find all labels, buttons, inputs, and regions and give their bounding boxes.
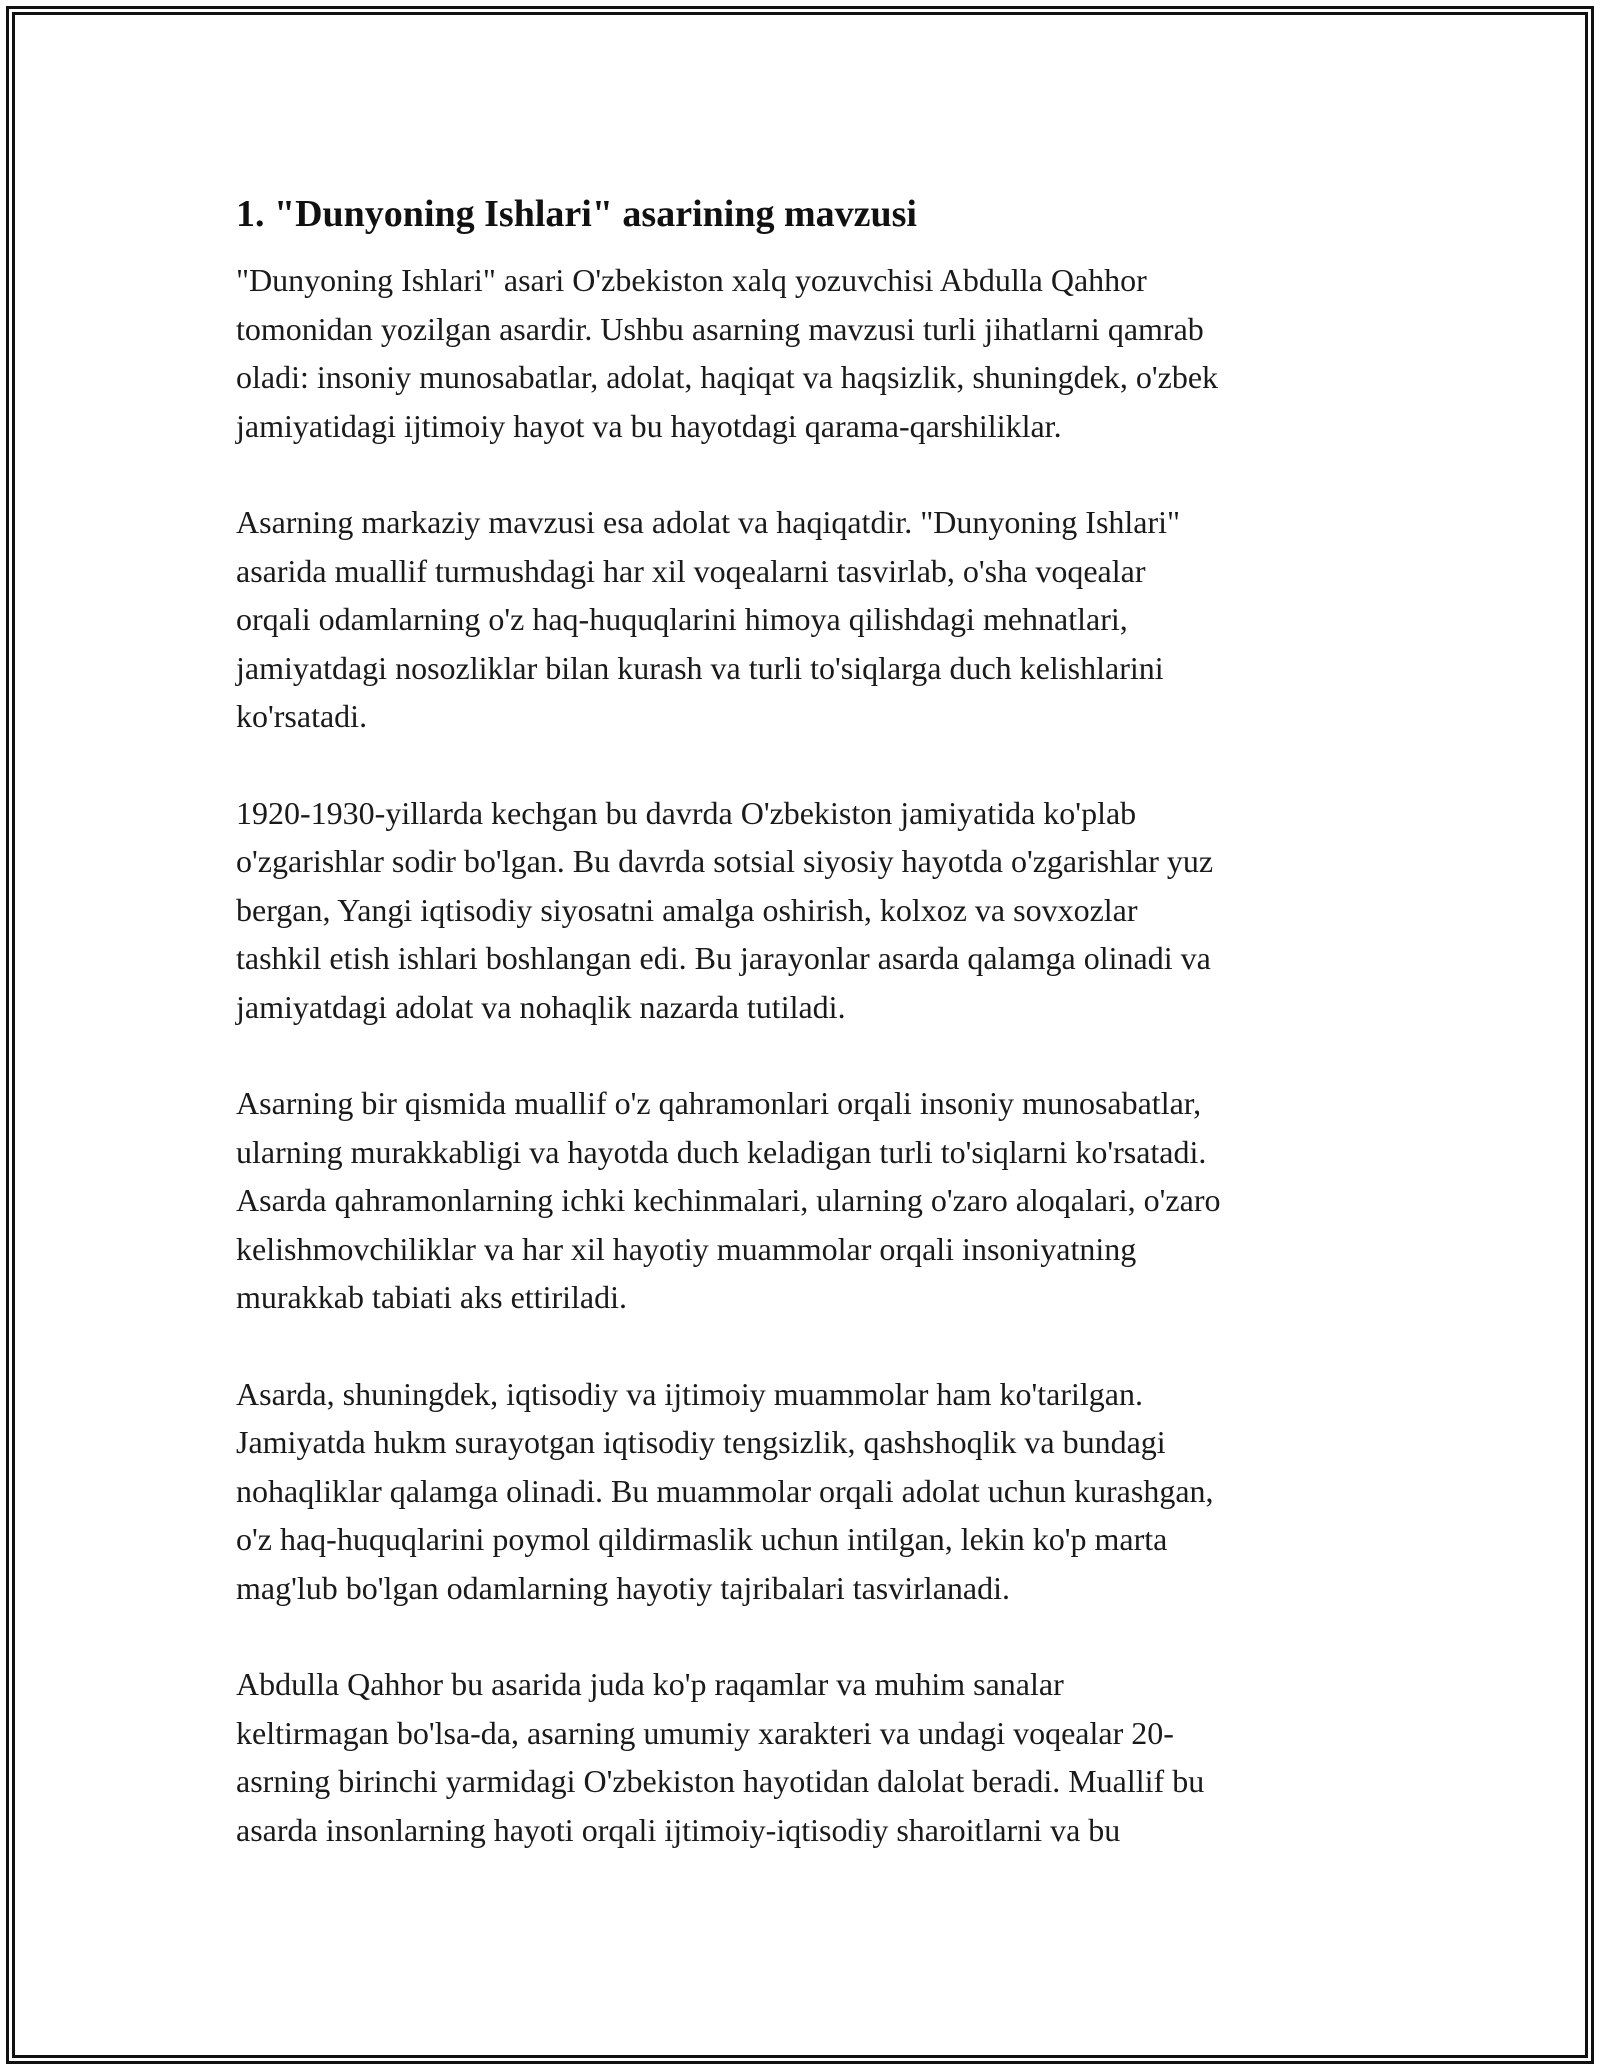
text-line: tashkil etish ishlari boshlangan edi. Bu jarayonlar asarda qalamga olinadi va (236, 940, 1211, 976)
text-line: jamiyatdagi adolat va nohaqlik nazarda tutiladi. (236, 988, 846, 1025)
paragraph-2 (236, 498, 1366, 741)
text-line: asarda insonlarning hayoti orqali ijtimoiy-iqtisodiy sharoitlarni va bu (236, 1811, 1121, 1848)
text-line: Asarning markaziy mavzusi esa adolat va haqiqatdir. "Dunyoning Ishlari" (236, 504, 1181, 540)
text-line: Jamiyatda hukm surayotgan iqtisodiy tengsizlik, qashshoqlik va bundagi (236, 1424, 1166, 1460)
text-line: asarida muallif turmushdagi har xil voqealarni tasvirlab, o'sha voqealar (236, 552, 1146, 589)
page-title: 1. "Dunyoning Ishlari" asarining mavzusi (236, 193, 917, 235)
text-line: o'z haq-huquqlarini poymol qildirmaslik uchun intilgan, lekin ko'p marta (236, 1521, 1168, 1557)
paragraph-5 (236, 1370, 1366, 1613)
text-line: asrning birinchi yarmidagi O'zbekiston hayotidan dalolat beradi. Muallif bu (236, 1763, 1205, 1799)
text-line: mag'lub bo'lgan odamlarning hayotiy tajribalari tasvirlanadi. (236, 1569, 1010, 1606)
text-line: murakkab tabiati aks ettiriladi. (236, 1279, 627, 1315)
text-line: "Dunyoning Ishlari" asari O'zbekiston xalq yozuvchisi Abdulla Qahhor (236, 262, 1147, 298)
text-line: ularning murakkabligi va hayotda duch keladigan turli to'siqlarni ko'rsatadi. (236, 1133, 1207, 1170)
text-line: Abdulla Qahhor bu asarida juda ko'p raqamlar va muhim sanalar (236, 1666, 1064, 1702)
text-line: orqali odamlarning o'z haq-huquqlarini himoya qilishdagi mehnatlari, (236, 601, 1128, 637)
paragraph-6 (236, 1660, 1366, 1854)
text-line: Asarning bir qismida muallif o'z qahramonlari orqali insoniy munosabatlar, (236, 1085, 1202, 1121)
text-line: tomonidan yozilgan asardir. Ushbu asarning mavzusi turli jihatlarni qamrab (236, 310, 1204, 347)
text-line: Asarda qahramonlarning ichki kechinmalari, ularning o'zaro aloqalari, o'zaro (236, 1182, 1221, 1218)
text-line: Asarda, shuningdek, iqtisodiy va ijtimoiy muammolar ham ko'tarilgan. (236, 1375, 1143, 1412)
text-line: 1920-1930-yillarda kechgan bu davrda O'zbekiston jamiyatida ko'plab (236, 794, 1137, 831)
paragraph-4 (236, 1079, 1366, 1322)
text-line: bergan, Yangi iqtisodiy siyosatni amalga oshirish, kolxoz va sovxozlar (236, 891, 1138, 928)
text-line: o'zgarishlar sodir bo'lgan. Bu davrda sotsial siyosiy hayotda o'zgarishlar yuz (236, 843, 1214, 879)
text-line: keltirmagan bo'lsa-da, asarning umumiy xarakteri va undagi voqealar 20- (236, 1714, 1174, 1751)
document-body (236, 186, 1366, 1902)
paragraph-3 (236, 789, 1366, 1032)
text-line: nohaqliklar qalamga olinadi. Bu muammolar orqali adolat uchun kurashgan, (236, 1472, 1214, 1509)
text-line: jamiyatdagi nosozliklar bilan kurash va turli to'siqlarga duch kelishlarini (236, 649, 1164, 686)
text-line: kelishmovchiliklar va har xil hayotiy muammolar orqali insoniyatning (236, 1230, 1137, 1267)
text-line: ko'rsatadi. (236, 698, 368, 734)
text-line: oladi: insoniy munosabatlar, adolat, haqiqat va haqsizlik, shuningdek, o'zbek (236, 359, 1219, 395)
text-line: jamiyatidagi ijtimoiy hayot va bu hayotdagi qarama-qarshiliklar. (236, 407, 1062, 444)
paragraph-1 (236, 256, 1366, 450)
